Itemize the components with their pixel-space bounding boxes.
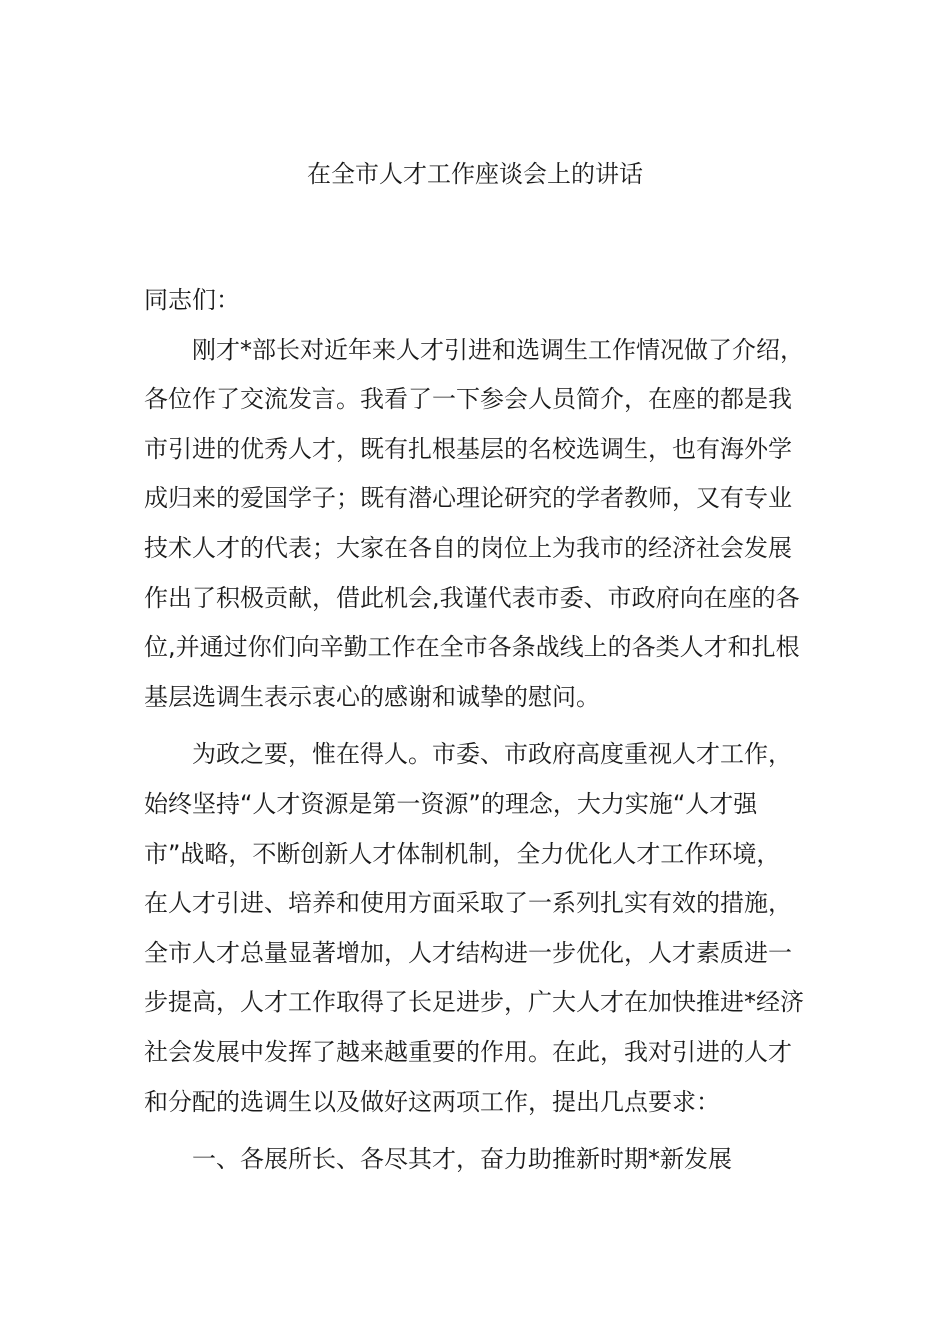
paragraph-line: 成归来的爱国学子；既有潜心理论研究的学者教师，又有专业 <box>144 484 792 513</box>
paragraph-line: 和分配的选调生以及做好这两项工作，提出几点要求： <box>144 1087 720 1116</box>
paragraph-line: 步提高，人才工作取得了长足进步，广大人才在加快推进*经济 <box>144 988 804 1017</box>
paragraph-spacing <box>144 722 806 730</box>
document-body <box>144 276 806 1185</box>
paragraph-line: 位,并通过你们向辛勤工作在全市各条战线上的各类人才和扎根 <box>144 633 800 662</box>
paragraph-line: 始终坚持“人才资源是第一资源”的理念，大力实施“人才强 <box>144 789 758 818</box>
paragraph-line: 技术人才的代表；大家在各自的岗位上为我市的经济社会发展 <box>144 533 792 562</box>
paragraph-line: 全市人才总量显著增加，人才结构进一步优化，人才素质进一 <box>144 938 792 967</box>
paragraph-line: 各位作了交流发言。我看了一下参会人员简介，在座的都是我 <box>144 385 792 414</box>
section-heading-line: 一、各展所长、各尽其才，奋力助推新时期*新发展 <box>192 1145 732 1174</box>
paragraph-2 <box>144 730 806 1127</box>
paragraph-line: 市”战略，不断创新人才体制机制，全力优化人才工作环境， <box>144 839 781 868</box>
paragraph-1 <box>144 326 806 723</box>
paragraph-line: 社会发展中发挥了越来越重要的作用。在此，我对引进的人才 <box>144 1037 792 1066</box>
paragraph-line: 在人才引进、培养和使用方面采取了一系列扎实有效的措施， <box>144 889 792 918</box>
document-title: 在全市人才工作座谈会上的讲话 <box>307 160 643 188</box>
paragraph-spacing <box>144 1127 806 1135</box>
paragraph-line: 为政之要，惟在得人。市委、市政府高度重视人才工作， <box>192 740 792 769</box>
paragraph-line: 基层选调生表示衷心的感谢和诚挚的慰问。 <box>144 682 600 711</box>
section-heading-1 <box>144 1135 806 1185</box>
paragraph-line: 刚才*部长对近年来人才引进和选调生工作情况做了介绍， <box>192 335 804 364</box>
paragraph-line: 作出了积极贡献，借此机会,我谨代表市委、市政府向在座的各 <box>144 583 800 612</box>
salutation: 同志们： <box>144 286 240 314</box>
paragraph-line: 市引进的优秀人才，既有扎根基层的名校选调生，也有海外学 <box>144 434 792 463</box>
